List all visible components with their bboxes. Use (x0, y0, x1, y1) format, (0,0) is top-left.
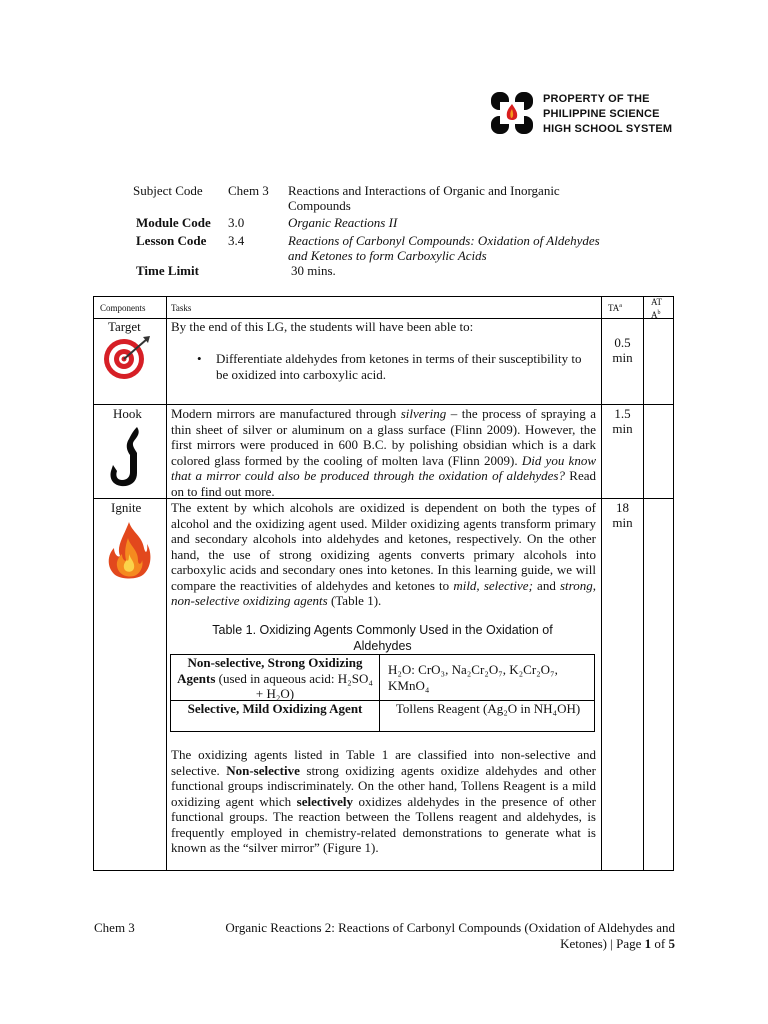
footer-of-word: of (654, 936, 666, 951)
table-divider (93, 404, 674, 405)
footer-sep: | (610, 936, 613, 951)
hook-ta-value: 1.5 (614, 406, 631, 421)
hook-ta (602, 406, 643, 436)
ignite-p2-text-1: The oxidizing agents listed in Table 1 are classified into non-selective and selective. (171, 747, 596, 778)
hook-ta-unit: min (612, 421, 633, 436)
table1-caption: Table 1. Oxidizing Agents Commonly Used in the Oxidation of Aldehydes (212, 623, 553, 653)
footer-page-total: 5 (668, 936, 675, 951)
ignite-p2-bold-2: selectively (296, 793, 353, 809)
hook-text-question: Did you know that a mirror could also be produced through the oxidation of aldehydes? (171, 452, 596, 483)
lesson-code-label: Lesson Code (136, 233, 207, 248)
hook-label: Hook (113, 406, 142, 421)
table-divider (166, 296, 167, 871)
target-intro: By the end of this LG, the students will have been able to: (171, 319, 474, 334)
ignite-p2-text-2: strong oxidizing agents oxidize aldehydes and other functional groups indiscriminately. On the other hand, Tollens Reagent is a mild oxidizing agent which (171, 762, 596, 809)
logo-line-2: PHILIPPINE SCIENCE (543, 108, 660, 120)
subject-code-label: Subject Code (133, 183, 203, 198)
col-ta-text: TA (608, 303, 620, 313)
hook-text-1: Modern mirrors are manufactured through (171, 406, 401, 421)
ignite-label: Ignite (111, 500, 142, 515)
fishhook-icon (103, 423, 153, 491)
hook-text-italic: silvering (400, 406, 447, 421)
ignite-paragraph-2 (171, 747, 596, 856)
footer-page (400, 936, 675, 952)
lesson-title: Reactions of Carbonyl Compounds: Oxidation of Aldehydes and Ketones to form Carboxylic Acids (288, 233, 600, 263)
target-icon (102, 335, 152, 381)
col-components: Components (100, 303, 146, 313)
col-at-text-2: A (651, 310, 658, 320)
ignite-ta (602, 500, 643, 530)
hook-text (171, 406, 596, 499)
target-label: Target (108, 319, 141, 334)
col-at-text: AT (651, 297, 662, 307)
module-code: 3.0 (228, 215, 245, 230)
ignite-intro (171, 500, 596, 609)
flame-icon (104, 520, 154, 582)
subject-code: Chem 3 (228, 183, 269, 198)
ignite-p2-text-3: oxidizes aldehydes in the presence of other functional groups. The reaction between the Tollens reagent and aldehydes, is frequently employed in chemistry-related demonstrations to generate what is known as the “silver mirror” (Figure 1). (171, 793, 596, 855)
table1-row1-label (172, 655, 378, 702)
time-limit-label: Time Limit (136, 263, 199, 278)
time-limit: 30 mins. (291, 263, 336, 278)
footer-title-line2: Ketones) (560, 936, 608, 951)
ignite-text-italic-1: mild, selective; (453, 577, 533, 593)
ignite-ta-value: 18 (616, 500, 629, 515)
ignite-ta-unit: min (612, 515, 633, 530)
col-at-sup: b (657, 310, 661, 316)
ignite-text-italic-2: strong, non-selective oxidizing agents (171, 577, 596, 608)
table1-row2-label: Selective, Mild Oxidizing Agent (187, 701, 363, 716)
logo-line-1: PROPERTY OF THE (543, 93, 650, 105)
module-code-label: Module Code (136, 215, 211, 230)
lesson-code: 3.4 (228, 233, 245, 248)
bullet-icon: • (197, 351, 202, 366)
target-ta (602, 335, 643, 365)
target-ta-unit: min (612, 350, 633, 365)
hook-text-3: Read on to find out more. (171, 468, 596, 499)
col-tasks: Tasks (171, 303, 192, 313)
pshs-logo (488, 90, 536, 136)
ignite-text-1: The extent by which alcohols are oxidized is dependent on both the types of alcohol and the oxidizing agent used. Milder oxidizing agents transform primary and secondary alcohols into aldehydes and ketones, respectively. On the other hand, the use of strong oxidizing agents converts primary alcohols into carboxylic acids and secondary ones into ketones. In this learning guide, we will compare the reactivities of aldehydes and ketones to (171, 500, 596, 593)
table-divider (643, 296, 644, 871)
logo-text (543, 92, 672, 137)
ignite-text-and: and (532, 577, 560, 593)
subject-title: Reactions and Interactions of Organic and Inorganic Compounds (288, 183, 560, 213)
hook-text-2: – the process of spraying a thin sheet of silver or aluminum on a glass surface (Flinn 2009). However, the first mirrors were produced in 600 B.C. by polishing obsidian which is a dark colored glass formed by the cooling of molten lava (Flinn 2009). (171, 406, 596, 468)
table1-row1-value: H₂O: CrO₃, Na₂Cr₂O₇, K₂Cr₂O₇, KMnO₄ (388, 662, 558, 693)
ignite-text-end: (Table 1). (327, 593, 382, 608)
col-ta (608, 303, 622, 313)
target-ta-value: 0.5 (614, 335, 631, 350)
target-bullet: Differentiate aldehydes from ketones in terms of their susceptibility to be oxidized into carboxylic acid. (216, 351, 582, 382)
table1-row2-value: Tollens Reagent (Ag₂O in NH₄OH) (395, 701, 581, 716)
table-divider (601, 296, 602, 871)
footer-page-num: 1 (644, 936, 652, 951)
footer-title-line1: Organic Reactions 2: Reactions of Carbonyl Compounds (Oxidation of Aldehydes and (225, 920, 675, 935)
module-title: Organic Reactions II (288, 215, 398, 230)
footer-page-word: Page (616, 936, 642, 951)
table1-row1-bold: Non-selective, Strong Oxidizing Agents (177, 655, 363, 686)
table1-divider (379, 654, 380, 732)
footer-course: Chem 3 (94, 920, 135, 935)
ignite-p2-bold-1: Non-selective (226, 762, 300, 778)
table1-row1-rest: (used in aqueous acid: H₂SO₄ + H₂O) (215, 670, 373, 701)
col-ta-sup: a (619, 303, 622, 309)
col-at (651, 297, 662, 321)
logo-line-3: HIGH SCHOOL SYSTEM (543, 123, 673, 135)
